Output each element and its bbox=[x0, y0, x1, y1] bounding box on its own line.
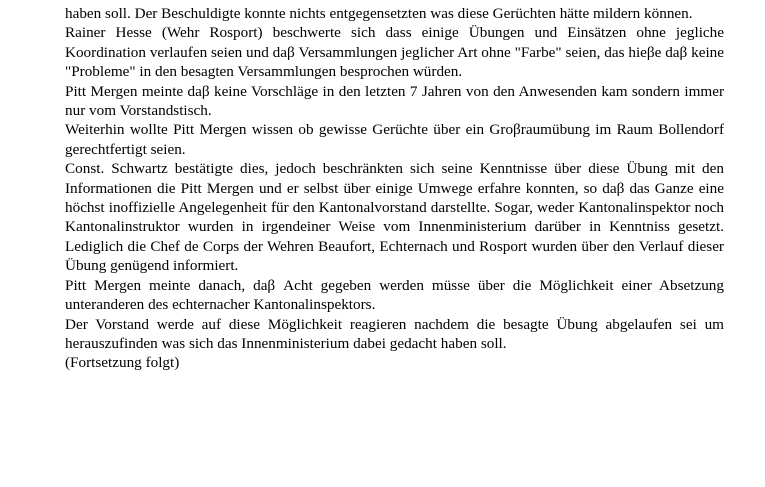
paragraph-mergen-exercise-question: Weiterhin wollte Pitt Mergen wissen ob gewisse Gerüchte über ein Groβraumübung im Raum Bollendorf gerechtfertigt seien. bbox=[65, 121, 724, 158]
paragraph-mergen-dismissal-warning: Pitt Mergen meinte danach, daβ Acht gegeben werden müsse über die Möglichkeit einer Absetzung unteranderen des echternacher Kantonalinspektors. bbox=[65, 276, 724, 314]
paragraph-board-reaction: Der Vorstand werde auf diese Möglichkeit reagieren nachdem die besagte Übung abgelaufen sei um herauszufinden was sich das Innenministerium dabei gedacht haben soll. bbox=[65, 315, 724, 352]
document-page bbox=[65, 4, 724, 373]
paragraph-mergen-proposals: Pitt Mergen meinte daβ keine Vorschläge in den letzten 7 Jahren von den Anwesenden kam sondern immer nur vom Vorstandstisch. bbox=[65, 82, 724, 120]
paragraph-schwartz-confirmation: Const. Schwartz bestätigte dies, jedoch beschränkten sich seine Kenntnisse über diese Übung mit den Informationen die Pitt Mergen und er selbst über einige Umwege erfahre konnten, so daβ das Ganze eine höchst inoffizielle Angelegenheit für den Kantonalvorstand darstellte. Sogar, weder Kantonalinspektor noch Kantonalinstruktor wurden in irgendeiner Weise vom Innenministerium darüber in Kenntniss gesetzt. Lediglich die Chef de Corps der Wehren Beaufort, Echternach und Rosport wurden über den Verlauf dieser Übung genügend informiert. bbox=[65, 160, 724, 275]
paragraph-hesse-complaint: Rainer Hesse (Wehr Rosport) beschwerte sich dass einige Übungen und Einsätzen ohne jegliche Koordination verlaufen seien und daβ Versammlungen jeglicher Art ohne "Farbe" seien, das hieβe daβ keine "Probleme" in den besagten Versammlungen besprochen würden. bbox=[65, 24, 724, 81]
paragraph-accused-rumors: haben soll. Der Beschuldigte konnte nichts entgegensetzten was diese Gerüchten hätte mildern können. bbox=[65, 5, 693, 22]
continuation-note: (Fortsetzung folgt) bbox=[65, 354, 180, 372]
